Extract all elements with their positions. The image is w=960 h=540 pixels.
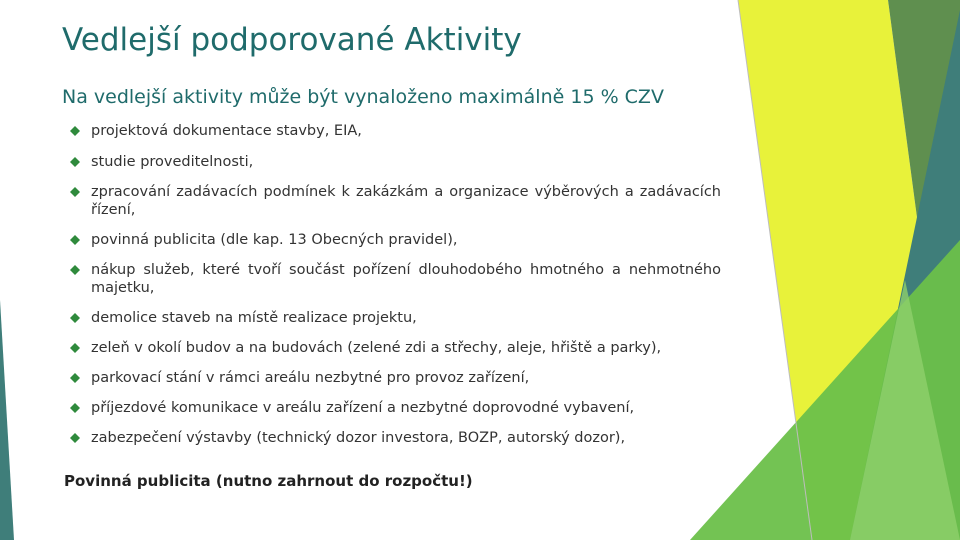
diamond-bullet-icon	[70, 403, 80, 413]
slide-subtitle: Na vedlejší aktivity může být vynaloženo maximálně 15 % CZV	[62, 86, 664, 108]
diamond-bullet-icon	[70, 265, 80, 275]
list-item	[70, 153, 721, 171]
list-item-text: studie proveditelnosti,	[91, 154, 254, 170]
diamond-bullet-icon	[70, 235, 80, 245]
left-teal-sliver	[0, 300, 14, 540]
list-item	[70, 369, 721, 387]
diamond-bullet-icon	[70, 373, 80, 383]
list-item	[70, 122, 721, 140]
list-item-text: demolice staveb na místě realizace projektu,	[91, 310, 417, 326]
list-item-text: projektová dokumentace stavby, EIA,	[91, 123, 362, 139]
activity-list	[70, 116, 721, 447]
diamond-bullet-icon	[70, 187, 80, 197]
list-item	[70, 261, 721, 297]
list-item	[70, 309, 721, 327]
diamond-bullet-icon	[70, 343, 80, 353]
diamond-bullet-icon	[70, 157, 80, 167]
list-item-text: nákup služeb, které tvoří součást pořízení dlouhodobého hmotného a nehmotného majetku,	[91, 262, 721, 296]
diamond-bullet-icon	[70, 313, 80, 323]
list-item	[70, 183, 721, 219]
footer-note: Povinná publicita (nutno zahrnout do rozpočtu!)	[64, 472, 473, 490]
list-item	[70, 399, 721, 417]
list-item-text: zpracování zadávacích podmínek k zakázkám a organizace výběrových a zadávacích řízení,	[91, 184, 721, 218]
list-item-text: zeleň v okolí budov a na budovách (zelené zdi a střechy, aleje, hřiště a parky),	[91, 340, 662, 356]
diamond-bullet-icon	[70, 126, 80, 136]
list-item-text: parkovací stání v rámci areálu nezbytné pro provoz zařízení,	[91, 370, 530, 386]
diamond-bullet-icon	[70, 433, 80, 443]
list-item-text: povinná publicita (dle kap. 13 Obecných pravidel),	[91, 232, 458, 248]
list-item	[70, 231, 721, 249]
list-item	[70, 339, 721, 357]
list-item-text: zabezpečení výstavby (technický dozor investora, BOZP, autorský dozor),	[91, 430, 626, 446]
list-item-text: příjezdové komunikace v areálu zařízení a nezbytné doprovodné vybavení,	[91, 400, 635, 416]
list-item	[70, 429, 721, 447]
slide-title: Vedlejší podporované Aktivity	[62, 22, 522, 58]
